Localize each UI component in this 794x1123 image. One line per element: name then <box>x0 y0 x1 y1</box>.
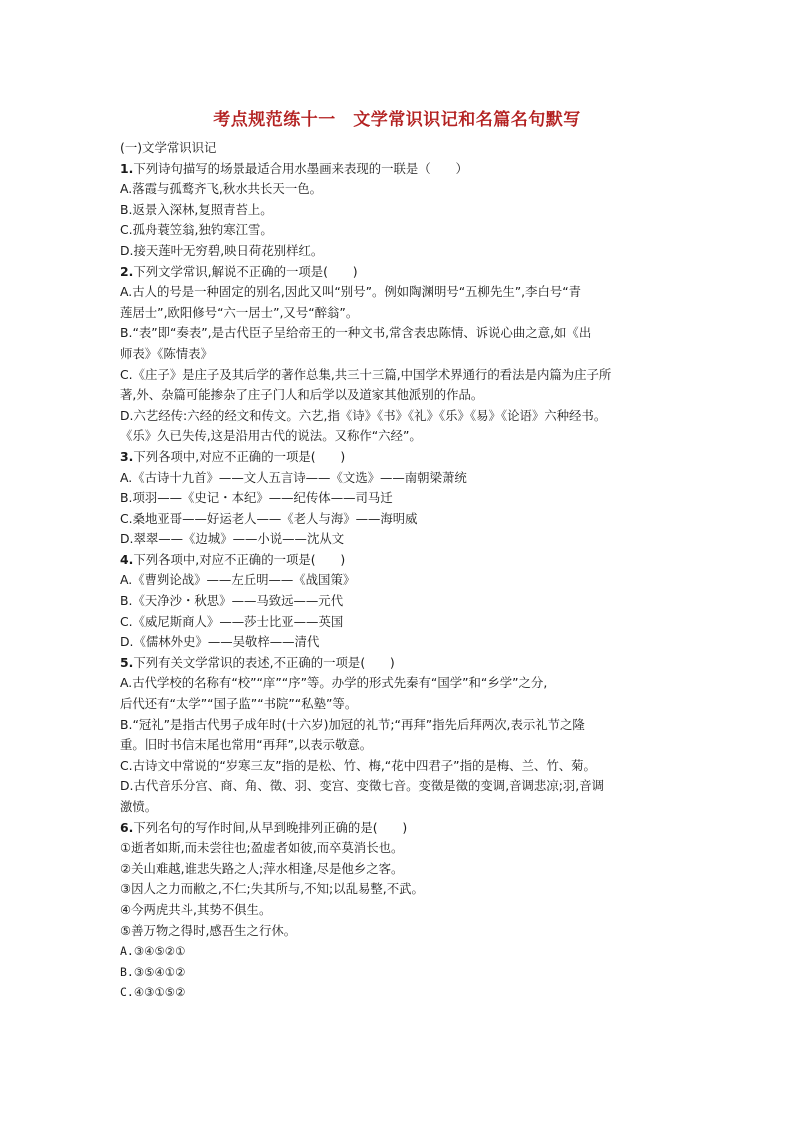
question-line: A.落霞与孤鹜齐飞,秋水共长天一色。 <box>120 181 322 197</box>
question-line: D.古代音乐分宫、商、角、徵、羽、变宫、变徵七音。变徵是徵的变调,音调悲凉;羽,音调 <box>120 778 604 794</box>
section-heading: (一)文学常识识记 <box>120 140 217 155</box>
question-line: B.项羽——《史记・本纪》——纪传体——司马迁 <box>120 490 393 506</box>
question-line: 著,外、杂篇可能掺杂了庄子门人和后学以及道家其他派别的作品。 <box>120 387 484 403</box>
question-line: C.《威尼斯商人》——莎士比亚——英国 <box>120 613 344 629</box>
document-body <box>120 138 680 1003</box>
question-line: A.《曹刿论战》——左丘明——《战国策》 <box>120 572 356 588</box>
question-stem <box>120 262 680 283</box>
question-line: 后代还有“太学”“国子监”“书院”“私塾”等。 <box>120 696 358 712</box>
question-number: 4. <box>120 551 134 567</box>
question-line: C.《庄子》是庄子及其后学的著作总集,共三十三篇,中国学术界通行的看法是内篇为庄子所 <box>120 366 612 382</box>
question-number: 1. <box>120 160 134 176</box>
quote-line: ②关山难越,谁悲失路之人;萍水相逢,尽是他乡之客。 <box>120 860 404 876</box>
quote-line: ④今两虎共斗,其势不俱生。 <box>120 901 272 917</box>
question-5 <box>120 653 680 818</box>
question-stem <box>120 653 680 674</box>
answer-option-c: C.④③①⑤② <box>120 985 186 1000</box>
question-text: 下列各项中,对应不正确的一项是( ) <box>133 448 346 464</box>
question-line: C.古诗文中常说的“岁寒三友”指的是松、竹、梅,“花中四君子”指的是梅、兰、竹、菊。 <box>120 757 596 773</box>
question-line: 莲居士”,欧阳修号“六一居士”,又号“醉翁”。 <box>120 304 359 320</box>
question-number: 2. <box>120 263 134 279</box>
question-line: D.接天莲叶无穷碧,映日荷花别样红。 <box>120 242 324 258</box>
question-text: 下列文学常识,解说不正确的一项是( ) <box>133 263 358 279</box>
question-line: B.“冠礼”是指古代男子成年时(十六岁)加冠的礼节;“再拜”指先后拜两次,表示礼节之隆 <box>120 716 585 732</box>
question-6 <box>120 818 680 1003</box>
question-line: D.《儒林外史》——吴敬梓——清代 <box>120 634 320 650</box>
question-line: 《乐》久已失传,这是沿用古代的说法。又称作“六经”。 <box>120 428 422 444</box>
question-text: 下列各项中,对应不正确的一项是( ) <box>133 551 346 567</box>
question-number: 6. <box>120 819 134 835</box>
question-stem <box>120 550 680 571</box>
question-text: 下列有关文学常识的表述,不正确的一项是( ) <box>133 654 395 670</box>
question-line: A.《古诗十九首》——文人五言诗——《文选》——南朝梁萧统 <box>120 469 467 485</box>
question-text: 下列名句的写作时间,从早到晚排列正确的是( ) <box>133 819 408 835</box>
quote-line: ⑤善万物之得时,感吾生之行休。 <box>120 922 297 938</box>
question-1 <box>120 159 680 262</box>
question-line: D.六艺经传:六经的经文和传文。六艺,指《诗》《书》《礼》《乐》《易》《论语》六种经书。 <box>120 407 607 423</box>
quote-line: ③因人之力而敝之,不仁;失其所与,不知;以乱易整,不武。 <box>120 881 424 897</box>
question-line: B.返景入深林,复照青苔上。 <box>120 201 273 217</box>
question-text: 下列诗句描写的场景最适合用水墨画来表现的一联是（ ） <box>133 160 468 176</box>
question-number: 5. <box>120 654 134 670</box>
answer-option-b: B.③⑤④①② <box>120 964 186 979</box>
question-stem <box>120 818 680 839</box>
question-line: B.《天净沙・秋思》——马致远——元代 <box>120 593 344 609</box>
question-line: 激愤。 <box>120 799 158 814</box>
question-stem <box>120 159 680 180</box>
question-line: A.古人的号是一种固定的别名,因此又叫“别号”。例如陶渊明号“五柳先生”,李白号“青 <box>120 284 582 300</box>
question-line: A.古代学校的名称有“校”“庠”“序”等。办学的形式先秦有“国学”和“乡学”之分, <box>120 675 548 691</box>
question-2 <box>120 262 680 447</box>
question-4 <box>120 550 680 653</box>
question-3 <box>120 447 680 550</box>
answer-option-a: A.③④⑤②① <box>120 944 186 959</box>
question-line: C.桑地亚哥——好运老人——《老人与海》——海明威 <box>120 510 418 526</box>
page-title: 考点规范练十一 文学常识识记和名篇名句默写 <box>213 110 581 130</box>
question-line: 重。旧时书信末尾也常用“再拜”,以表示敬意。 <box>120 737 373 753</box>
question-line: C.孤舟蓑笠翁,独钓寒江雪。 <box>120 222 273 238</box>
question-line: D.翠翠——《边城》——小说——沈从文 <box>120 531 345 547</box>
question-stem <box>120 447 680 468</box>
question-number: 3. <box>120 448 134 464</box>
quote-line: ①逝者如斯,而未尝往也;盈虚者如彼,而卒莫消长也。 <box>120 840 404 856</box>
question-line: B.“表”即“奏表”,是古代臣子呈给帝王的一种文书,常含表忠陈情、诉说心曲之意,如《出 <box>120 325 592 341</box>
question-line: 师表》《陈情表》 <box>120 345 213 361</box>
